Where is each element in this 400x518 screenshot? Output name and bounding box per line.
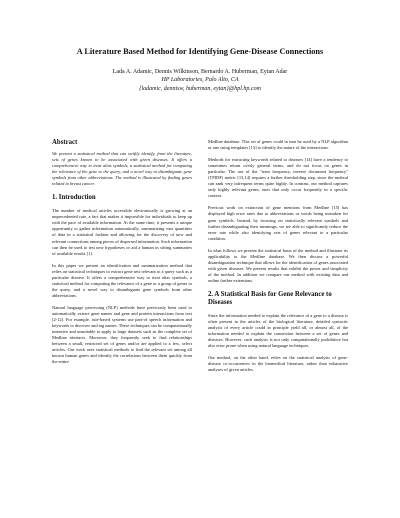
left-column: [52, 139, 192, 365]
intro-paragraph-2: In this paper we present an identification and summarization method that relies on statistical techniques to extract gene sets relevant to a query such as a particular disease. It offers a comprehensive way to treat alias symbols, a statistical method for computing the relevance of a gene or a group of genes to the query, and a novel way to disambiguate gene symbols from other abbreviations.: [52, 262, 192, 298]
right-paragraph-3: Previous work on extraction of gene mentions from Medline [15] has displayed high error rates due to abbreviations or words being mistaken for gene symbols. Instead, by focusing on statistically relevant symbols and further disambiguating their meanings, we are able to significantly reduce the error rate while also identifying sets of genes relevant to a particular condition.: [208, 205, 348, 241]
author-emails: {ladamic, dennisw, huberman, eytan}@hpl.hp.com: [139, 85, 261, 92]
paper-title: A Literature Based Method for Identifying Gene-Disease Connections: [76, 47, 324, 56]
right-paragraph-4: In what follows we present the statistical basis of the method and illustrate its applicability to the Medline database. We then discuss a powerful disambiguation technique that allows for the identification of genes associated with given diseases. We present results that exhibit the power and simplicity of the method. In addition we compare our method with existing data and online further extensions.: [208, 247, 348, 283]
abstract-heading: Abstract: [52, 139, 78, 146]
right-column: [208, 139, 348, 373]
author-block: [20, 68, 380, 93]
section-2-heading: 2. A Statistical Basis for Gene Relevance to Diseases: [208, 290, 332, 306]
intro-paragraph-3: Natural language processing (NLP) methods have previously been used to automatically extract gene names and gene and protein interactions from text [2-12]. For example, rule-based systems use part-of speech information and keywords to discover and tag names. These techniques can be computationally intensive and unsuitable to apply to large datasets such as the complete set of Medline abstracts. Moreover, they frequently seek to find relationships between a small, restricted set of genes and/or are applied to a few, select articles. Our work uses statistical methods to find the relevant set among all known human genes and identify the correlations between them quickly from the entire: [52, 304, 192, 365]
section-2-paragraph-2: Our method, on the other hand, relies on the statistical analysis of gene-disease co-occurrences in the biomedical literature, rather than exhaustive analyses of given articles.: [208, 355, 348, 373]
intro-paragraph-1: The number of medical articles accessible electronically is growing at an unprecedented rate, a fact that makes it impossible for individuals to keep up with the pace of available information. At the same time, it presents a unique opportunity to gather information automatically, summarizing vast quantities of data in a statistical fashion and allowing for the discovery of new and relevant connections among pieces of dispersed information. Such information can then be used to test new hypotheses or aid a human in sifting summaries of available results [1].: [52, 208, 192, 256]
introduction-heading: 1. Introduction: [52, 194, 96, 202]
right-paragraph-1: Medline database. This set of genes could in turn be used by a NLP algorithm or one using templates [13] to identify the nature of the interactions.: [208, 139, 348, 151]
author-affiliation: HP Laboratories, Palo Alto, CA: [161, 77, 239, 84]
abstract-text: We present a statistical method that can swiftly identify, from the literature, sets of genes known to be associated with given diseases. It offers a comprehensive way to treat alias symbols, a statistical method for computing the relevance of the gene to the query, and a novel way to disambiguate gene symbols from other abbreviations. The method is illustrated by finding genes related to breast cancer.: [52, 151, 192, 187]
section-2-paragraph-1: Since the information needed to explain the relevance of a gene to a disease is often present in the articles of the biological literature, detailed syntactic analysis of every article could in principle yield all, or almost all, of the information needed to explain the connection between a set of genes and diseases. However, such analysis is not only computationally prohibitive but also error prone when using natural language techniques.: [208, 312, 348, 349]
author-names: Lada A. Adamic, Dennis Wilkinson, Bernardo A. Huberman, Eytan Adar: [112, 69, 288, 75]
right-paragraph-2: Methods for extracting keywords related to diseases [14] have a tendency to sometimes return overly general terms, and do not focus on genes in particular. The use of the "term frequency, inverse document frequency" (TFIDF) metric [13,14] requires a further thresholding step, since the method can rank very infrequent terms quite highly. In contrast, our method captures only highly relevant genes, ones that only occur frequently in a specific context.: [208, 157, 348, 199]
